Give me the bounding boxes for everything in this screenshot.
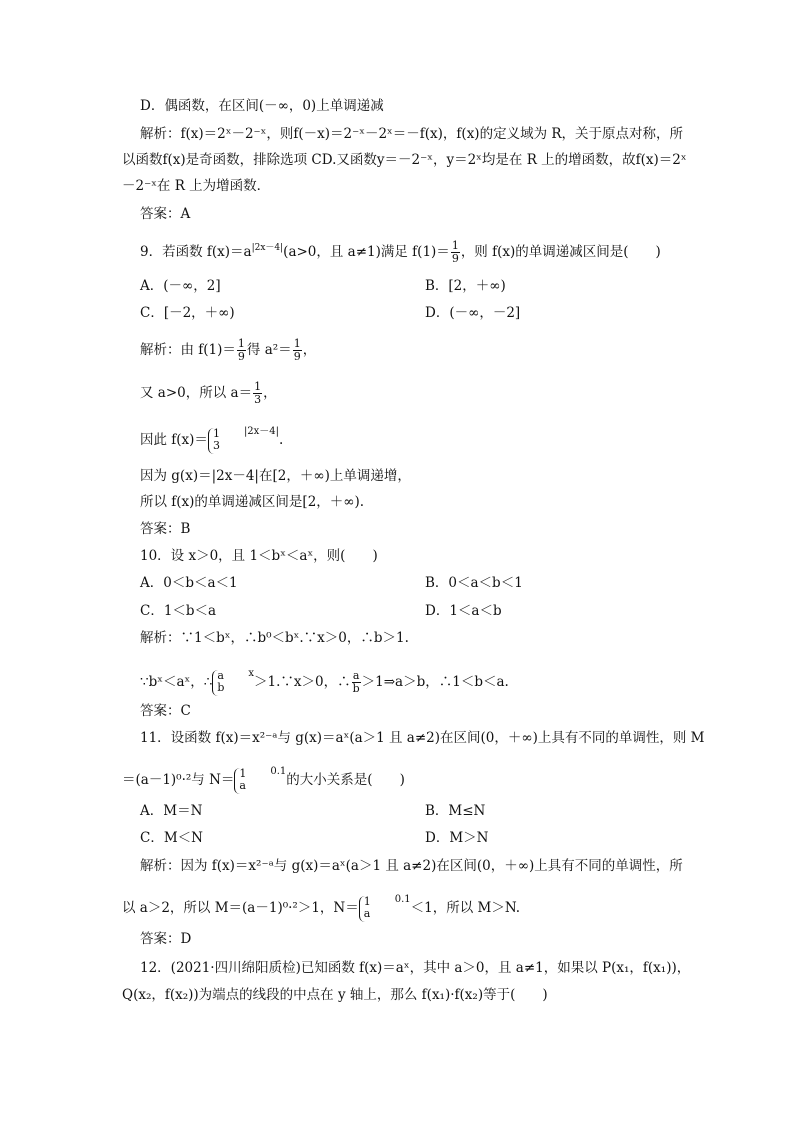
q11-stem-line1: 11．设函数 f(x)＝x²⁻ᵃ与 g(x)＝aˣ(a＞1 且 a≠2)在区间(0，＋∞)上具有不同的单调性，则 M [140, 730, 705, 746]
q9-solution-line4: 因为 g(x)＝|2x－4|在[2，＋∞)上单调递增， [140, 468, 411, 484]
q12-stem-line1: 12．(2021·四川绵阳质检)已知函数 f(x)＝aˣ，其中 a＞0，且 a≠1，如果以 P(x₁，f(x₁))， [140, 960, 691, 976]
q10-stem: 10．设 x＞0，且 1＜bˣ＜aˣ，则( ) [140, 548, 378, 564]
q10-solution-line1: 解析：∵1＜bˣ，∴b⁰＜bˣ.∵x＞0，∴b＞1. [140, 630, 409, 646]
q9-solution-line2: 又 a>0，所以 a＝ $\frac{1}{3}$ ， [140, 380, 277, 406]
q9-stem-part-a: 9．若函数 f(x)＝a [140, 244, 252, 260]
q11-option-a: A．M＝N [140, 803, 203, 819]
q10-sol-paren: a b [212, 670, 224, 696]
q11-stem-paren: 1 a [234, 768, 246, 794]
q9-option-c: C．[－2，＋∞) [140, 305, 235, 321]
q9-stem [140, 240, 661, 265]
q11-solution-line1: 解析：因为 f(x)＝x²⁻ᵃ与 g(x)＝aˣ(a＞1 且 a≠2)在区间(0，＋∞)上具有不同的单调性，所 [140, 858, 683, 874]
q12-stem-line2: Q(x₂，f(x₂))为端点的线段的中点在 y 轴上，那么 f(x₁)·f(x₂)等于( ) [122, 987, 548, 1003]
q9-solution-line1: 解析：由 f(1)＝ $\frac{1}{9}$ 得 a²＝ $\frac{1}{9}$ ， [140, 337, 317, 363]
q9-sol-fraction-3: $\frac{1}{3}$ [254, 380, 262, 406]
q10-option-b: B．0＜a＜b＜1 [425, 575, 523, 591]
q8-option-d: D．偶函数，在区间(－∞，0)上单调递减 [140, 98, 384, 114]
q11-stem-line2: ＝(a－1)⁰·²与 N＝ 1 a $^{0.1}$的大小关系是( ) [122, 766, 405, 792]
q9-stem-part-b: (a>0，且 a≠1)满足 f(1)＝ [283, 244, 450, 260]
q10-sol-fraction: $\frac{a}{b}$ [352, 669, 360, 695]
q9-sol-fraction-2: $\frac{1}{9}$ [293, 337, 301, 363]
q11-option-d: D．M＞N [425, 830, 489, 846]
q10-option-d: D．1＜a＜b [425, 603, 502, 619]
q11-solution-line2: 以 a＞2，所以 M＝(a－1)⁰·²＞1，N＝ 1 a $^{0.1}$＜1，所以 M＞N. [122, 894, 521, 920]
q8-answer: 答案：A [140, 206, 191, 222]
q10-answer: 答案：C [140, 703, 191, 719]
q9-option-a: A．(－∞，2] [140, 278, 221, 294]
q9-stem-fraction: $\frac{1}{9}$ [451, 239, 459, 265]
q8-solution-line2: 以函数f(x)是奇函数，排除选项 CD.又函数y＝－2⁻ˣ，y＝2ˣ均是在 R 上的增函数，故f(x)＝2ˣ [122, 152, 687, 168]
q11-option-b: B．M≤N [425, 803, 486, 819]
q9-solution-line3: 因此 f(x)＝ 1 3 $^{|2x-4|}$. [140, 426, 284, 452]
q8-solution-line1: 解析：f(x)＝2ˣ－2⁻ˣ，则f(－x)＝2⁻ˣ－2ˣ＝－f(x)，f(x)的定义域为 R，关于原点对称，所 [140, 126, 684, 142]
q9-stem-exponent: |2x－4| [251, 243, 284, 253]
q8-solution-line3: －2⁻ˣ在 R 上为增函数． [122, 178, 271, 194]
q11-sol-paren: 1 a [359, 896, 371, 922]
q10-option-c: C．1＜b＜a [140, 603, 217, 619]
q9-sol-fraction-1: $\frac{1}{9}$ [237, 337, 245, 363]
q10-option-a: A．0＜b＜a＜1 [140, 575, 238, 591]
q9-stem-part-c: ，则 f(x)的单调递减区间是( ) [460, 244, 661, 260]
q9-solution-line5: 所以 f(x)的单调递减区间是[2，＋∞). [140, 494, 365, 510]
q9-answer: 答案：B [140, 521, 191, 537]
q9-option-b: B．[2，＋∞) [425, 278, 506, 294]
q11-option-c: C．M＜N [140, 830, 203, 846]
q9-sol-paren: 1 3 [208, 428, 220, 454]
q10-solution-line2: ∵bˣ＜aˣ，∴ a b $^x$＞1.∵x＞0，∴ $\frac{a}{b}$ ＞1⇒a＞b，∴1＜b＜a. [140, 668, 509, 695]
q9-option-d: D．(－∞，－2] [425, 305, 521, 321]
q11-answer: 答案：D [140, 931, 192, 947]
